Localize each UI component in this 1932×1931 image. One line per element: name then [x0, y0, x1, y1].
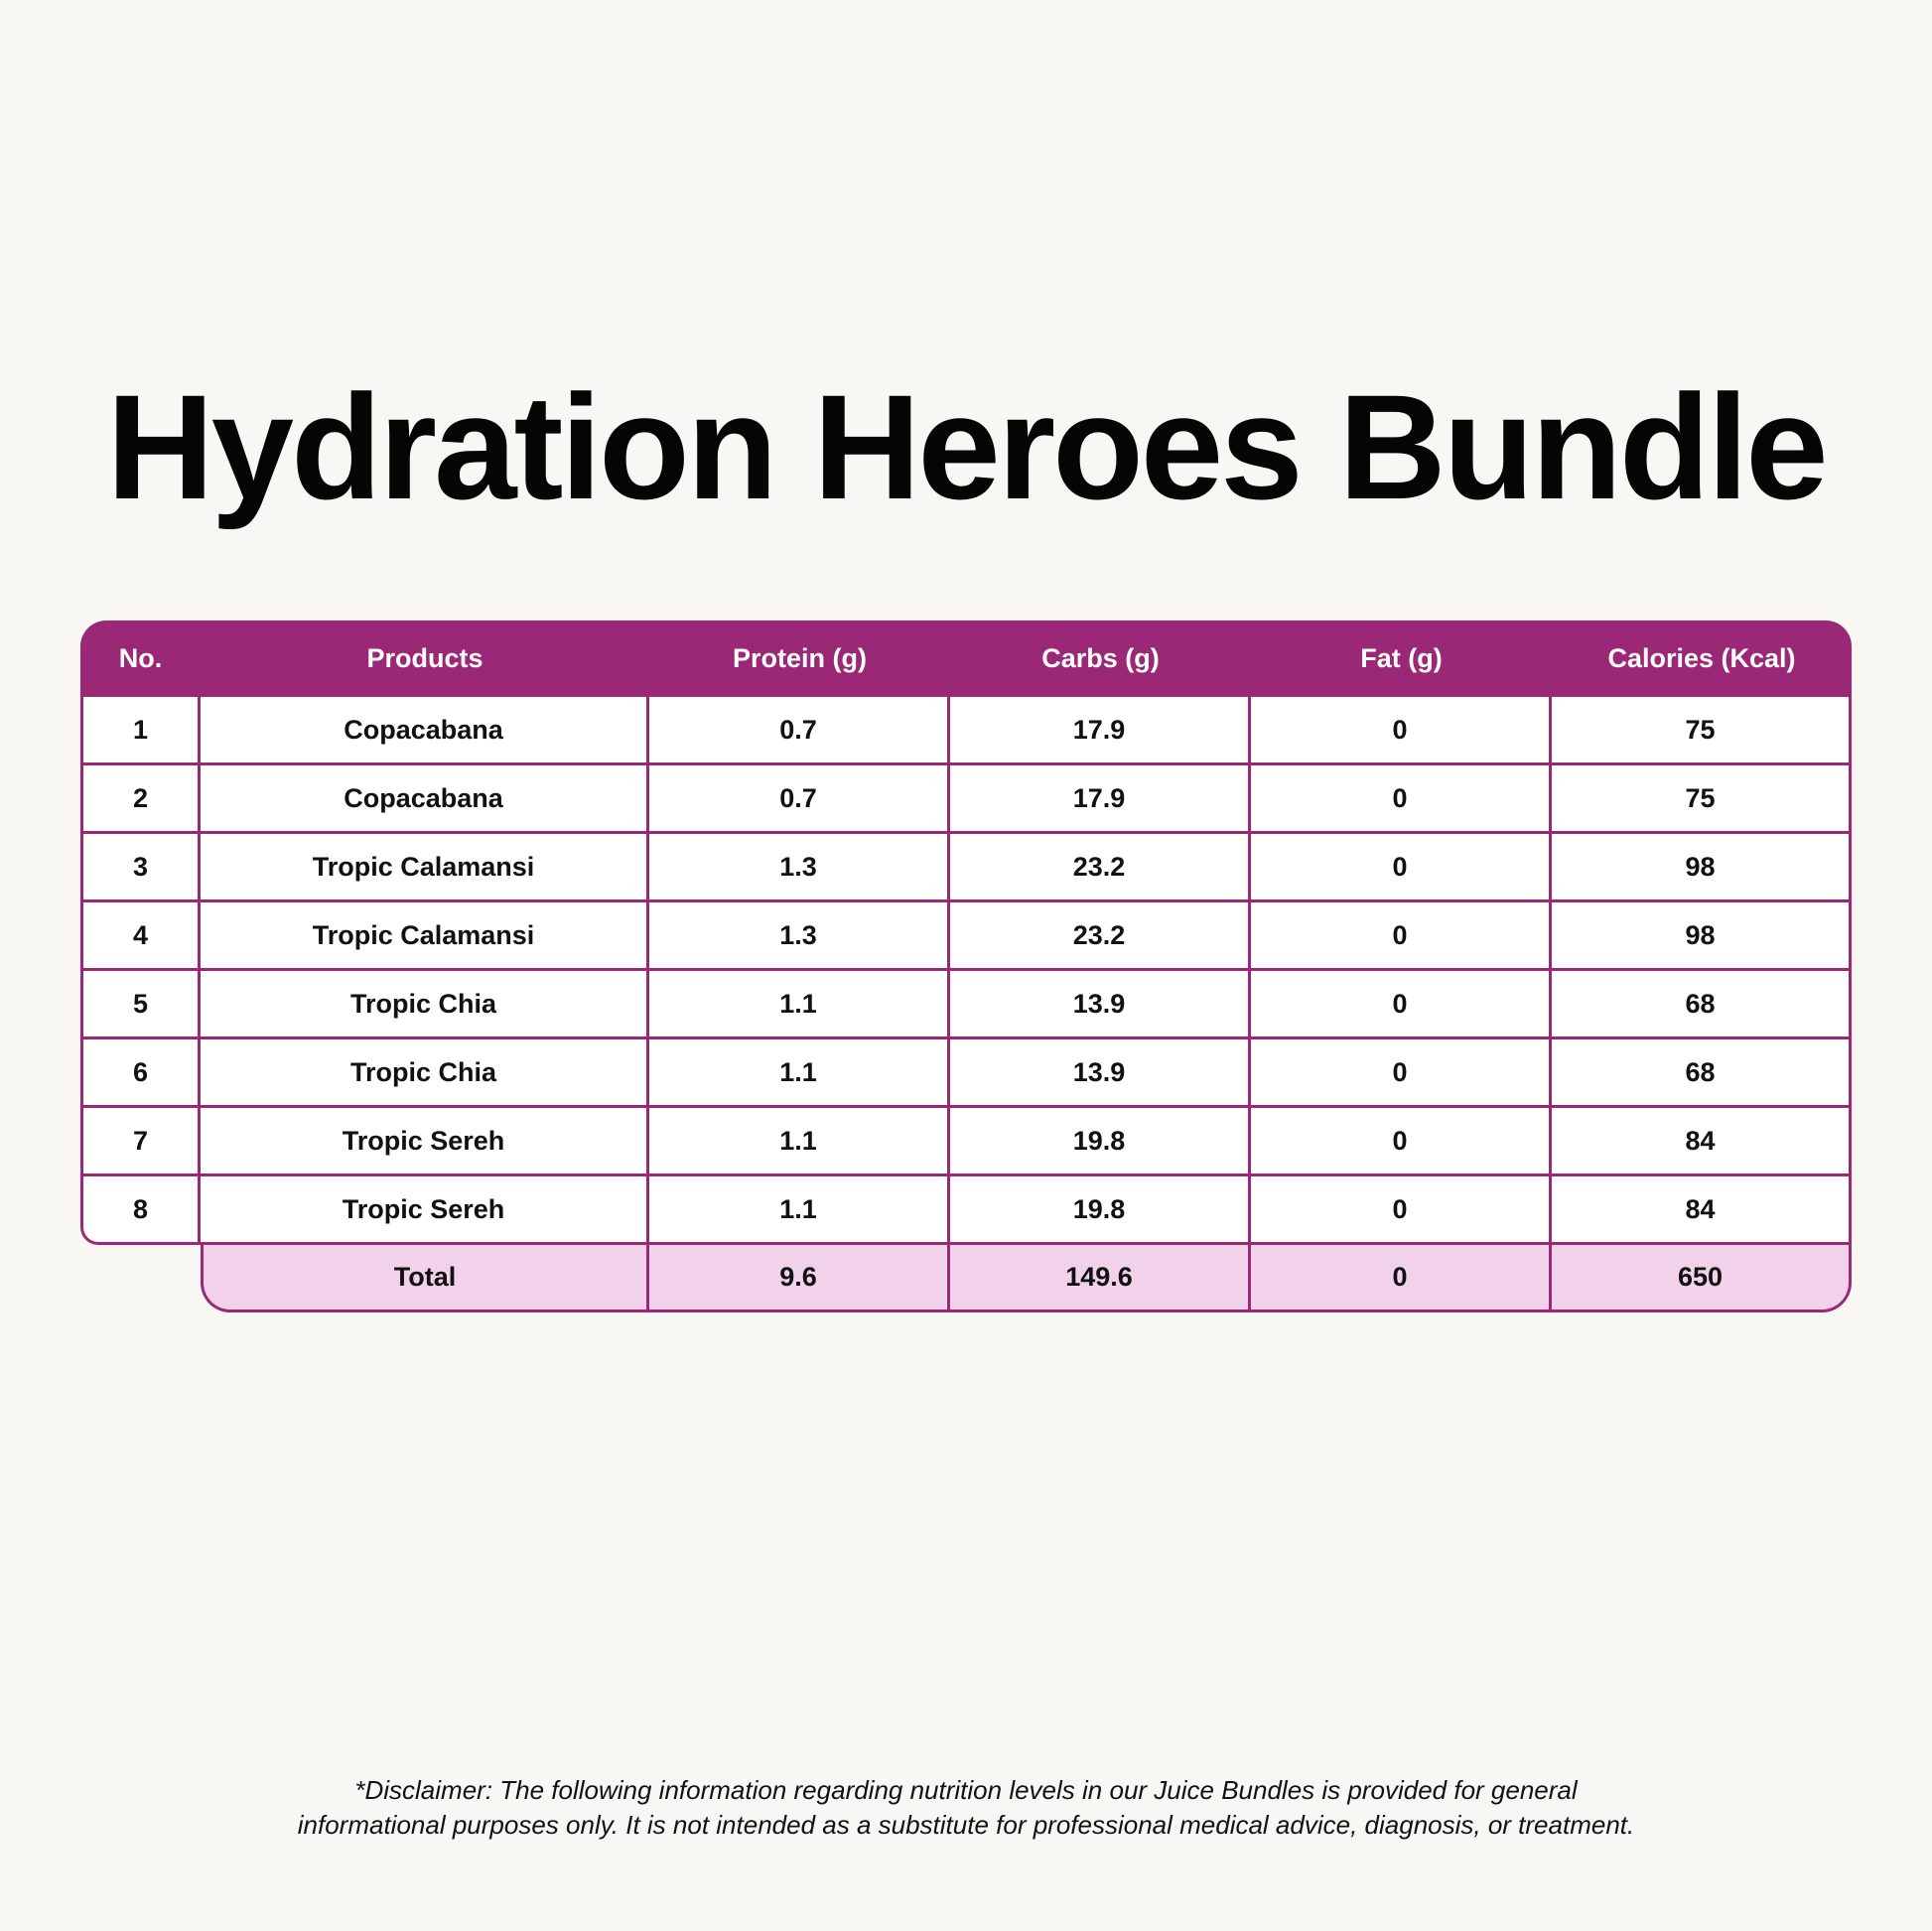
row-number: 3 [80, 834, 201, 902]
total-fat: 0 [1251, 1245, 1552, 1312]
carbs-value: 23.2 [950, 834, 1251, 902]
header-products: Products [201, 621, 649, 697]
protein-value: 1.1 [649, 971, 950, 1039]
protein-value: 1.3 [649, 902, 950, 971]
disclaimer-line-2: informational purposes only. It is not intended as a substitute for professional medical advice, diagnosis, or treatment. [297, 1810, 1635, 1840]
carbs-value: 19.8 [950, 1176, 1251, 1245]
calories-value: 75 [1552, 697, 1852, 765]
fat-value: 0 [1251, 834, 1552, 902]
calories-value: 68 [1552, 971, 1852, 1039]
header-carbs: Carbs (g) [950, 621, 1251, 697]
row-number: 6 [80, 1039, 201, 1108]
table-body [80, 697, 1852, 1245]
table-row [80, 902, 1852, 971]
product-name: Copacabana [201, 697, 649, 765]
total-row-spacer [80, 1245, 201, 1312]
table-row [80, 1039, 1852, 1108]
calories-value: 68 [1552, 1039, 1852, 1108]
nutrition-table [80, 621, 1852, 1312]
fat-value: 0 [1251, 1039, 1552, 1108]
header-protein: Protein (g) [649, 621, 950, 697]
product-name: Tropic Chia [201, 971, 649, 1039]
nutrition-table-container [80, 621, 1852, 1312]
row-number: 1 [80, 697, 201, 765]
calories-value: 75 [1552, 765, 1852, 834]
total-protein: 9.6 [649, 1245, 950, 1312]
table-row [80, 697, 1852, 765]
product-name: Copacabana [201, 765, 649, 834]
row-number: 5 [80, 971, 201, 1039]
protein-value: 1.3 [649, 834, 950, 902]
protein-value: 1.1 [649, 1176, 950, 1245]
total-calories: 650 [1552, 1245, 1852, 1312]
disclaimer-line-1: *Disclaimer: The following information regarding nutrition levels in our Juice Bundles is provided for general [354, 1775, 1578, 1805]
row-number: 4 [80, 902, 201, 971]
carbs-value: 13.9 [950, 1039, 1251, 1108]
fat-value: 0 [1251, 1108, 1552, 1176]
page-title: Hydration Heroes Bundle [106, 363, 1826, 530]
product-name: Tropic Calamansi [201, 834, 649, 902]
protein-value: 1.1 [649, 1108, 950, 1176]
table-row [80, 971, 1852, 1039]
header-fat: Fat (g) [1251, 621, 1552, 697]
product-name: Tropic Sereh [201, 1108, 649, 1176]
table-header-row [80, 621, 1852, 697]
product-name: Tropic Calamansi [201, 902, 649, 971]
fat-value: 0 [1251, 765, 1552, 834]
calories-value: 98 [1552, 834, 1852, 902]
carbs-value: 17.9 [950, 765, 1251, 834]
carbs-value: 19.8 [950, 1108, 1251, 1176]
fat-value: 0 [1251, 1176, 1552, 1245]
total-carbs: 149.6 [950, 1245, 1251, 1312]
total-label: Total [201, 1245, 649, 1312]
table-row [80, 1176, 1852, 1245]
row-number: 7 [80, 1108, 201, 1176]
table-row [80, 765, 1852, 834]
row-number: 2 [80, 765, 201, 834]
disclaimer [0, 1773, 1932, 1843]
row-number: 8 [80, 1176, 201, 1245]
fat-value: 0 [1251, 971, 1552, 1039]
carbs-value: 23.2 [950, 902, 1251, 971]
product-name: Tropic Chia [201, 1039, 649, 1108]
protein-value: 0.7 [649, 765, 950, 834]
carbs-value: 17.9 [950, 697, 1251, 765]
table-row [80, 1108, 1852, 1176]
protein-value: 0.7 [649, 697, 950, 765]
header-no: No. [80, 621, 201, 697]
calories-value: 84 [1552, 1108, 1852, 1176]
fat-value: 0 [1251, 902, 1552, 971]
protein-value: 1.1 [649, 1039, 950, 1108]
fat-value: 0 [1251, 697, 1552, 765]
header-calories: Calories (Kcal) [1552, 621, 1852, 697]
product-name: Tropic Sereh [201, 1176, 649, 1245]
calories-value: 98 [1552, 902, 1852, 971]
carbs-value: 13.9 [950, 971, 1251, 1039]
table-row [80, 834, 1852, 902]
calories-value: 84 [1552, 1176, 1852, 1245]
total-row [80, 1245, 1852, 1312]
